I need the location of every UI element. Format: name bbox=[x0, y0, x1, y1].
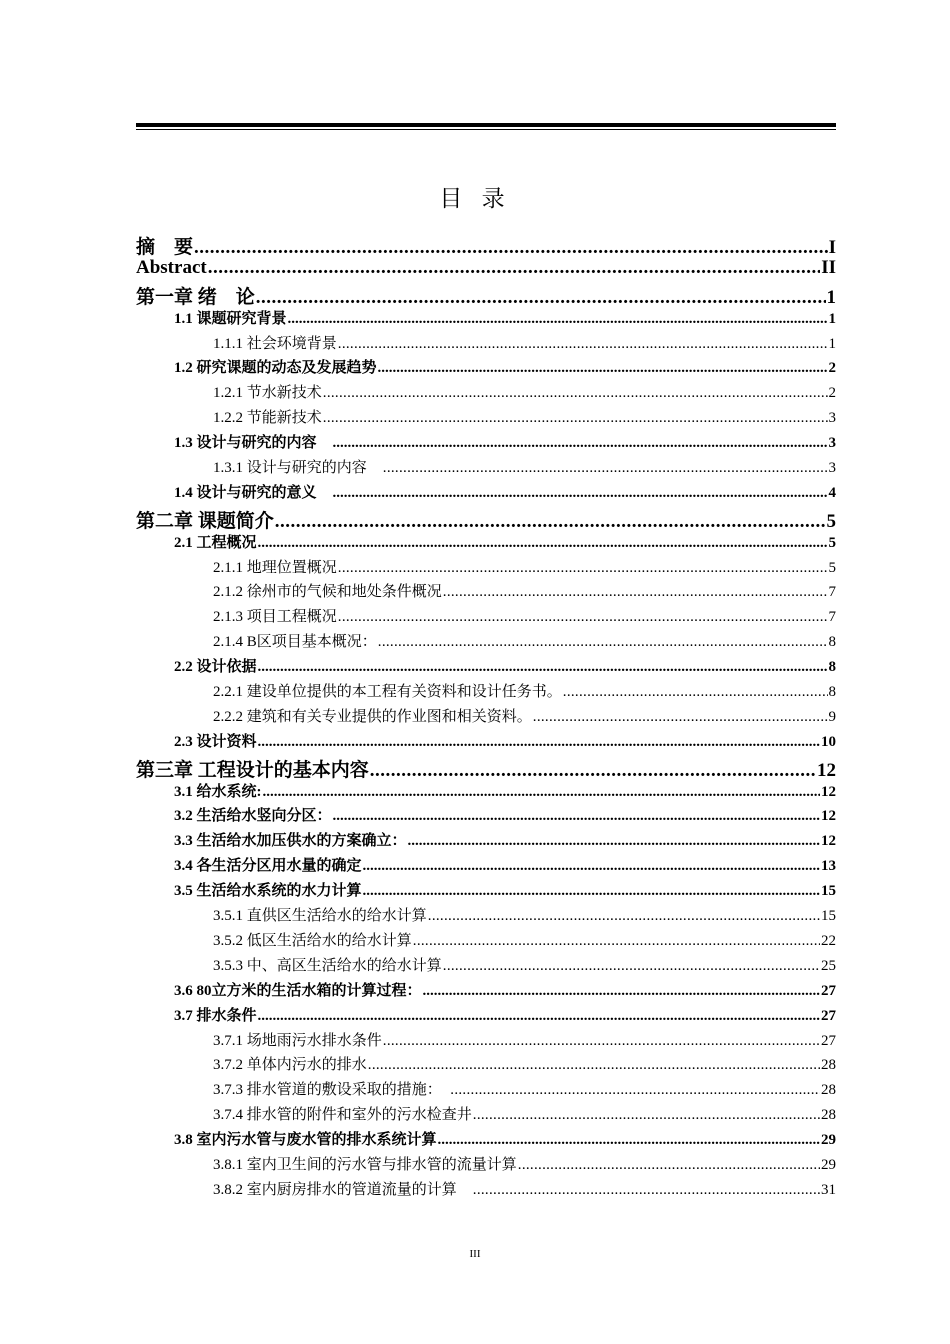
toc-entry-label: 摘 要 bbox=[136, 237, 194, 257]
toc-dot-leader bbox=[263, 784, 821, 801]
toc-entry-page: 13 bbox=[821, 858, 836, 875]
toc-entry-label: 第一章 绪 论 bbox=[136, 286, 255, 307]
toc-entry-page: 5 bbox=[828, 559, 836, 576]
toc-dot-leader bbox=[338, 560, 828, 577]
toc-entry-label: 3.5.1 直供区生活给水的给水计算 bbox=[213, 908, 427, 925]
toc-dot-leader bbox=[518, 1157, 820, 1174]
toc-entry[interactable] bbox=[136, 282, 836, 307]
toc-dot-leader bbox=[258, 659, 828, 676]
toc-entry-label: 3.7 排水条件 bbox=[174, 1007, 257, 1024]
toc-entry-label: 2.1.2 徐州市的气候和地处条件概况 bbox=[213, 584, 442, 601]
toc-entry-label: 3.8.1 室内卫生间的污水管与排水管的流量计算 bbox=[213, 1156, 517, 1173]
toc-entry[interactable] bbox=[136, 854, 836, 879]
toc-entry-page: 12 bbox=[821, 783, 836, 800]
toc-entry[interactable] bbox=[136, 1178, 836, 1203]
toc-dot-leader bbox=[423, 983, 820, 1000]
toc-entry-page: 27 bbox=[821, 982, 836, 999]
toc-entry-page: 7 bbox=[828, 584, 836, 601]
toc-dot-leader bbox=[428, 908, 820, 925]
toc-dot-leader bbox=[208, 257, 821, 279]
toc-dot-leader bbox=[275, 511, 826, 531]
toc-entry[interactable] bbox=[136, 1078, 836, 1103]
toc-entry-page: 28 bbox=[821, 1107, 836, 1124]
toc-entry-page: 10 bbox=[821, 733, 836, 750]
toc-entry-label: 2.1.1 地理位置概况 bbox=[213, 559, 337, 576]
toc-entry-page: 3 bbox=[828, 410, 836, 427]
toc-entry[interactable] bbox=[136, 580, 836, 605]
toc-entry[interactable] bbox=[136, 406, 836, 431]
toc-entry[interactable] bbox=[136, 506, 836, 531]
toc-dot-leader bbox=[383, 1033, 820, 1050]
toc-dot-leader bbox=[413, 933, 820, 950]
toc-entry-page: 25 bbox=[821, 957, 836, 974]
toc-entry-label: 3.5.3 中、高区生活给水的给水计算 bbox=[213, 957, 442, 974]
page-number-footer: III bbox=[469, 1248, 481, 1260]
toc-entry-page: 12 bbox=[821, 808, 836, 825]
toc-dot-leader bbox=[363, 883, 820, 900]
toc-entry[interactable] bbox=[136, 232, 836, 257]
toc-entry-page: 5 bbox=[826, 510, 836, 531]
toc-dot-leader bbox=[443, 584, 828, 601]
toc-dot-leader bbox=[408, 833, 820, 850]
toc-entry[interactable] bbox=[136, 1053, 836, 1078]
toc-entry[interactable] bbox=[136, 979, 836, 1004]
toc-entry[interactable] bbox=[136, 456, 836, 481]
toc-dot-leader bbox=[333, 808, 820, 825]
toc-entry-label: 2.2 设计依据 bbox=[174, 659, 257, 676]
toc-entry[interactable] bbox=[136, 1004, 836, 1029]
header-rule-thin bbox=[136, 129, 836, 130]
toc-dot-leader bbox=[473, 1182, 820, 1199]
toc-dot-leader bbox=[338, 609, 828, 626]
toc-dot-leader bbox=[383, 460, 828, 477]
toc-entry-label: 1.4 设计与研究的意义 bbox=[174, 484, 332, 501]
toc-entry[interactable] bbox=[136, 630, 836, 655]
toc-entry-label: 1.3 设计与研究的内容 bbox=[174, 435, 332, 452]
toc-dot-leader bbox=[378, 634, 828, 651]
toc-entry[interactable] bbox=[136, 730, 836, 755]
toc-entry-page: 1 bbox=[828, 310, 836, 327]
toc-entry-page: 12 bbox=[821, 833, 836, 850]
toc-entry-page: 8 bbox=[828, 659, 836, 676]
toc-entry-label: 2.1 工程概况 bbox=[174, 534, 257, 551]
toc-entry[interactable] bbox=[136, 954, 836, 979]
toc-dot-leader bbox=[368, 1057, 820, 1074]
toc-entry-page: 2 bbox=[828, 385, 836, 402]
toc-entry-page: 15 bbox=[821, 883, 836, 900]
toc-entry-page: 4 bbox=[828, 484, 836, 501]
toc-entry-label: 2.1.3 项目工程概况 bbox=[213, 609, 337, 626]
toc-entry[interactable] bbox=[136, 1128, 836, 1153]
toc-entry[interactable] bbox=[136, 332, 836, 357]
toc-entry-label: 3.7.2 单体内污水的排水 bbox=[213, 1057, 367, 1074]
toc-entry[interactable] bbox=[136, 307, 836, 332]
toc-entry[interactable] bbox=[136, 531, 836, 556]
toc-entry-page: 1 bbox=[826, 286, 836, 307]
toc-entry-label: 3.6 80立方米的生活水箱的计算过程： bbox=[174, 982, 422, 999]
toc-entry-label: Abstract bbox=[136, 256, 207, 278]
toc-entry-page: 27 bbox=[821, 1007, 836, 1024]
toc-entry-page: 15 bbox=[821, 908, 836, 925]
toc-entry[interactable] bbox=[136, 655, 836, 680]
toc-entry-page: 27 bbox=[821, 1032, 836, 1049]
toc-entry[interactable] bbox=[136, 879, 836, 904]
toc-dot-leader bbox=[256, 287, 826, 307]
toc-dot-leader bbox=[258, 535, 828, 552]
toc-dot-leader bbox=[378, 360, 828, 377]
toc-entry[interactable] bbox=[136, 381, 836, 406]
toc-entry-label: 3.7.4 排水管的附件和室外的污水检查井 bbox=[213, 1107, 472, 1124]
table-of-contents bbox=[136, 232, 836, 1203]
toc-entry-page: 29 bbox=[821, 1156, 836, 1173]
toc-dot-leader bbox=[438, 1132, 820, 1149]
toc-entry-label: 2.3 设计资料 bbox=[174, 733, 257, 750]
toc-entry-label: 2.2.2 建筑和有关专业提供的作业图和相关资料。 bbox=[213, 708, 532, 725]
toc-dot-leader bbox=[258, 734, 820, 751]
toc-entry-label: 1.1.1 社会环境背景 bbox=[213, 335, 337, 352]
toc-dot-leader bbox=[363, 858, 820, 875]
toc-entry-page: 3 bbox=[828, 435, 836, 452]
toc-entry[interactable] bbox=[136, 356, 836, 381]
toc-entry-label: 1.3.1 设计与研究的内容 bbox=[213, 460, 382, 477]
toc-entry-label: 第二章 课题简介 bbox=[136, 510, 274, 531]
toc-dot-leader bbox=[533, 709, 828, 726]
toc-entry-label: 3.1 给水系统: bbox=[174, 783, 262, 800]
toc-entry[interactable] bbox=[136, 904, 836, 929]
toc-entry-label: 1.2.1 节水新技术 bbox=[213, 385, 322, 402]
toc-dot-leader bbox=[338, 336, 828, 353]
toc-entry[interactable] bbox=[136, 605, 836, 630]
toc-entry-page: I bbox=[828, 237, 836, 257]
toc-entry-page: 2 bbox=[828, 360, 836, 377]
toc-dot-leader bbox=[450, 1082, 820, 1099]
toc-entry-page: 8 bbox=[828, 634, 836, 651]
toc-entry-page: 28 bbox=[821, 1057, 836, 1074]
toc-entry[interactable] bbox=[136, 755, 836, 780]
toc-dot-leader bbox=[473, 1107, 820, 1124]
toc-entry[interactable] bbox=[136, 556, 836, 581]
toc-entry[interactable] bbox=[136, 1103, 836, 1128]
toc-entry-label: 第三章 工程设计的基本内容 bbox=[136, 759, 369, 780]
toc-dot-leader bbox=[323, 410, 828, 427]
toc-entry-page: 1 bbox=[828, 335, 836, 352]
toc-entry-label: 1.2.2 节能新技术 bbox=[213, 410, 322, 427]
toc-entry-label: 3.7.3 排水管道的敷设采取的措施： bbox=[213, 1082, 450, 1099]
toc-entry[interactable] bbox=[136, 804, 836, 829]
toc-entry-label: 3.8 室内污水管与废水管的排水系统计算 bbox=[174, 1132, 437, 1149]
toc-entry-label: 1.1 课题研究背景 bbox=[174, 310, 287, 327]
toc-dot-leader bbox=[370, 760, 816, 780]
toc-entry-page: 5 bbox=[828, 534, 836, 551]
toc-entry[interactable] bbox=[136, 780, 836, 805]
toc-entry-label: 3.5.2 低区生活给水的给水计算 bbox=[213, 932, 412, 949]
toc-entry-label: 3.2 生活给水竖向分区： bbox=[174, 808, 332, 825]
toc-entry-label: 2.1.4 B区项目基本概况： bbox=[213, 634, 377, 651]
toc-dot-leader bbox=[323, 385, 828, 402]
toc-entry-page: 22 bbox=[821, 932, 836, 949]
page-title: 目 录 bbox=[439, 186, 511, 212]
toc-entry-page: 28 bbox=[821, 1082, 836, 1099]
toc-entry[interactable] bbox=[136, 1153, 836, 1178]
toc-entry[interactable] bbox=[136, 680, 836, 705]
toc-dot-leader bbox=[333, 435, 828, 452]
toc-entry[interactable] bbox=[136, 705, 836, 730]
toc-entry-label: 3.7.1 场地雨污水排水条件 bbox=[213, 1032, 382, 1049]
toc-entry-label: 3.4 各生活分区用水量的确定 bbox=[174, 858, 362, 875]
toc-entry-page: 9 bbox=[828, 708, 836, 725]
toc-entry-page: 31 bbox=[821, 1181, 836, 1198]
toc-dot-leader bbox=[288, 311, 828, 328]
header-rule-thick bbox=[136, 123, 836, 127]
toc-dot-leader bbox=[258, 1008, 820, 1025]
toc-entry-label: 3.8.2 室内厨房排水的管道流量的计算 bbox=[213, 1181, 472, 1198]
toc-entry-page: 3 bbox=[828, 460, 836, 477]
toc-entry-page: 8 bbox=[828, 684, 836, 701]
toc-entry[interactable] bbox=[136, 431, 836, 456]
toc-entry[interactable] bbox=[136, 929, 836, 954]
toc-dot-leader bbox=[333, 485, 828, 502]
toc-entry-page: II bbox=[821, 256, 836, 278]
toc-entry-page: 12 bbox=[817, 759, 836, 780]
toc-entry-label: 3.3 生活给水加压供水的方案确立： bbox=[174, 833, 407, 850]
toc-dot-leader bbox=[194, 237, 828, 257]
toc-entry-page: 29 bbox=[821, 1132, 836, 1149]
toc-entry[interactable] bbox=[136, 1029, 836, 1054]
toc-entry[interactable] bbox=[136, 257, 836, 282]
toc-dot-leader bbox=[563, 684, 828, 701]
toc-entry-page: 7 bbox=[828, 609, 836, 626]
toc-entry[interactable] bbox=[136, 829, 836, 854]
toc-entry[interactable] bbox=[136, 481, 836, 506]
toc-entry-label: 3.5 生活给水系统的水力计算 bbox=[174, 883, 362, 900]
toc-dot-leader bbox=[443, 958, 820, 975]
toc-entry-label: 2.2.1 建设单位提供的本工程有关资料和设计任务书。 bbox=[213, 684, 562, 701]
toc-entry-label: 1.2 研究课题的动态及发展趋势 bbox=[174, 360, 377, 377]
